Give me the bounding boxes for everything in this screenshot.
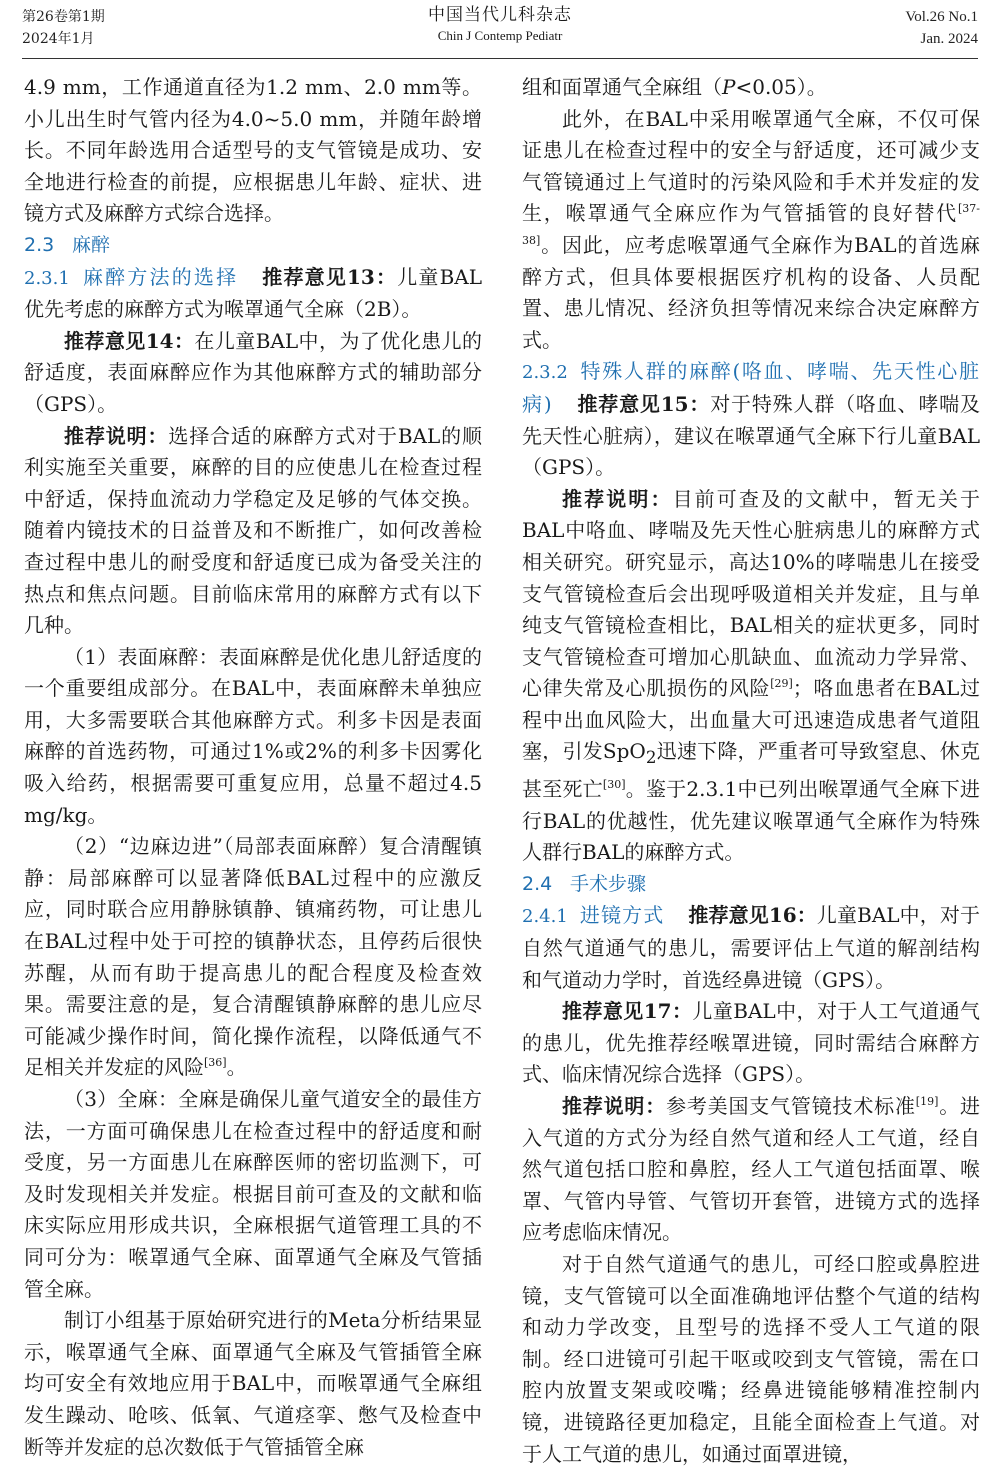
citation: [29] xyxy=(770,677,793,691)
explanation-text: 迅速下降，严重者可导致窒息、休克甚至死亡 xyxy=(522,739,980,802)
section-title: 麻醉 xyxy=(72,233,111,256)
explanation-text: 。鉴于2.3.1中已列出喉罩通气全麻下进行BAL的优越性，优先建议喉罩通气全麻作为特殊人群行BAL的麻醉方式。 xyxy=(522,777,980,865)
volume-issue-en: Vol.26 No.1 xyxy=(905,9,978,25)
list-item-2 xyxy=(24,831,482,1084)
left-column xyxy=(24,72,482,1472)
subsection-2-4-1 xyxy=(522,900,980,996)
explanation-label: 推荐说明： xyxy=(562,486,673,511)
recommendation-label: 推荐意见14： xyxy=(64,328,195,353)
subsection-number: 2.3.1 xyxy=(24,267,70,289)
text: <0.05）。 xyxy=(735,75,827,99)
paragraph: 制订小组基于原始研究进行的Meta分析结果显示，喉罩通气全麻、面罩通气全麻及气管插管全麻均可安全有效地应用于BAL中，而喉罩通气全麻组发生躁动、呛咳、低氧、气道痉挛、憋气及检查中断等并发症的总次数低于气管插管全麻 xyxy=(24,1308,482,1459)
recommendation-label: 推荐意见15： xyxy=(576,391,711,416)
recommendation-label: 推荐意见16： xyxy=(688,903,817,928)
paragraph xyxy=(522,104,980,357)
text: 。因此，应考虑喉罩通气全麻作为BAL的首选麻醉方式，但具体要根据医疗机构的设备、人员配置、患儿情况、经济负担等情况来综合决定麻醉方式。 xyxy=(522,232,980,352)
page-header xyxy=(22,0,978,59)
recommendation-text: 对于特殊人群（咯血、哮喘及先天性心脏病），建议在喉罩通气全麻下行儿童BAL（GPS）。 xyxy=(522,391,980,480)
recommendation-17 xyxy=(522,996,980,1091)
subsection-title: 麻醉方法的选择 xyxy=(81,264,239,289)
list-item-text: （2）“边麻边进”（局部表面麻醉）复合清醒镇静：局部麻醉可以显著降低BAL过程中的应激反应，同时联合应用静脉镇静、镇痛药物，可让患儿在BAL过程中处于可控的镇静状态，且停药后很快苏醒，从而有助于提高患儿的配合程度及检查效果。需要注意的是，复合清醒镇静麻醉的患儿应尽可能减少操作时间，简化操作流程，以降低通气不足相关并发症的风险 xyxy=(24,834,482,1080)
subsection-title: 进镜方式 xyxy=(579,903,665,928)
citation: [37-38] xyxy=(522,202,980,247)
subsection-number: 2.3.2 xyxy=(522,362,568,384)
explanation xyxy=(522,484,980,869)
subsection-2-3-2 xyxy=(522,356,980,483)
text: 此外，在BAL中采用喉罩通气全麻，不仅可保证患儿在检查过程中的安全与舒适度，还可减少支气管镜通过上气道时的污染风险和手术并发症的发生，喉罩通气全麻应作为气管插管的良好替代 xyxy=(522,106,980,226)
text: 组和面罩通气全麻组（ xyxy=(522,75,722,99)
explanation-label: 推荐说明： xyxy=(64,423,169,448)
section-heading-2-3 xyxy=(24,230,482,262)
recommendation-text: 儿童BAL中，对于自然气道通气的患儿，需要评估上气道的解剖结构和气道动力学时，首选经鼻进镜（GPS）。 xyxy=(522,903,980,992)
section-heading-2-4 xyxy=(522,869,980,901)
recommendation-text: 儿童BAL中，对于人工气道通气的患儿，优先推荐经喉罩进镜，同时需结合麻醉方式、临床情况综合选择（GPS）。 xyxy=(522,999,980,1087)
section-number: 2.4 xyxy=(522,872,553,895)
subsection-title: 特殊人群的麻醉(咯血、哮喘、先天性心脏病) xyxy=(522,359,980,416)
list-item-3: （3）全麻：全麻是确保儿童气道安全的最佳方法，一方面可确保患儿在检查过程中的舒适度和耐受度，另一方面患儿在麻醉医师的密切监测下，可及时发现相关并发症。根据目前可查及的文献和临床实际应用形成共识，全麻根据气道管理工具的不同可分为：喉罩通气全麻、面罩通气全麻及气管插管全麻。 xyxy=(24,1087,482,1301)
explanation xyxy=(522,1091,980,1249)
subsection-2-3-1 xyxy=(24,262,482,326)
subscript: 2 xyxy=(645,748,657,768)
explanation-text: 选择合适的麻醉方式对于BAL的顺利实施至关重要，麻醉的目的应使患儿在检查过程中舒适，保持血流动力学稳定及足够的气体交换。随着内镜技术的日益普及和不断推广，如何改善检查过程中患儿的耐受度和舒适度已成为备受关注的热点和焦点问题。目前临床常用的麻醉方式有以下几种。 xyxy=(24,423,482,638)
journal-title-en: Chin J Contemp Pediatr xyxy=(437,28,563,43)
journal-title xyxy=(22,3,978,45)
paragraph: 对于自然气道通气的患儿，可经口腔或鼻腔进镜，支气管镜可以全面准确地评估整个气道的结构和动力学改变，且型号的选择不受人工气道的限制。经口进镜可引起干呕或咬到支气管镜，需在口腔内放置支架或咬嘴；经鼻进镜能够精准控制内镜，进镜路径更加稳定，且能全面检查上气道。对于人工气道的患儿，如通过面罩进镜， xyxy=(522,1251,980,1466)
explanation-text: 。进入气道的方式分为经自然气道和经人工气道，经自然气道包括口腔和鼻腔，经人工气道包括面罩、喉罩、气管内导管、气管切开套管，进镜方式的选择应考虑临床情况。 xyxy=(522,1094,980,1245)
paragraph: 4.9 mm，工作通道直径为1.2 mm、2.0 mm等。小儿出生时气管内径为4.0~5.0 mm，并随年龄增长。不同年龄选用合适型号的支气管镜是成功、安全地进行检查的前提，应根据患儿年龄、症状、进镜方式及麻醉方式综合选择。 xyxy=(24,75,482,226)
citation: [30] xyxy=(602,778,626,792)
recommendation-label: 推荐意见17： xyxy=(562,999,693,1024)
journal-title-cn: 中国当代儿科杂志 xyxy=(428,5,572,25)
explanation-text: ；咯血患者在BAL过程中出血风险大，出血量大可迅速造成患者气道阻塞，引发SpO xyxy=(522,676,980,764)
recommendation-14 xyxy=(24,326,482,421)
explanation-text: 目前可查及的文献中，暂无关于BAL中咯血、哮喘及先天性心脏病患儿的麻醉方式相关研究。研究显示，高达10%的哮喘患儿在接受支气管镜检查后会出现呼吸道相关并发症，且与单纯支气管镜检查相比，BAL相关的症状更多，同时支气管镜检查可增加心肌缺血、血流动力学异常、心律失常及心肌损伤的风险 xyxy=(522,486,980,701)
paragraph xyxy=(522,72,980,104)
issue-date: 2024年1月 xyxy=(22,31,95,47)
recommendation-label: 推荐意见13： xyxy=(262,264,398,289)
punctuation: 。 xyxy=(226,1055,247,1080)
explanation-text: 参考美国支气管镜技术标准 xyxy=(666,1094,916,1118)
section-title: 手术步骤 xyxy=(570,872,647,895)
subsection-number: 2.4.1 xyxy=(522,906,568,928)
recommendation-text: 在儿童BAL中，为了优化患儿的舒适度，表面麻醉应作为其他麻醉方式的辅助部分（GPS）。 xyxy=(24,328,482,416)
volume-info-en xyxy=(905,6,978,50)
section-number: 2.3 xyxy=(24,233,55,256)
citation: [36] xyxy=(204,1056,227,1070)
list-item-1: （1）表面麻醉：表面麻醉是优化患儿舒适度的一个重要组成部分。在BAL中，表面麻醉未单独应用，大多需要联合其他麻醉方式。利多卡因是表面麻醉的首选药物，可通过1%或2%的利多卡因雾化吸入给药，根据需要可重复应用，总量不超过4.5 mg/kg。 xyxy=(24,644,482,827)
explanation-label: 推荐说明： xyxy=(562,1094,667,1118)
issue-date-en: Jan. 2024 xyxy=(920,31,978,47)
recommendation-text: 儿童BAL优先考虑的麻醉方式为喉罩通气全麻（2B）。 xyxy=(24,264,482,322)
volume-issue: 第26卷第1期 xyxy=(22,9,105,25)
explanation xyxy=(24,421,482,642)
right-column xyxy=(522,72,980,1472)
citation: [19] xyxy=(915,1095,939,1108)
p-value-symbol: P xyxy=(722,75,736,99)
